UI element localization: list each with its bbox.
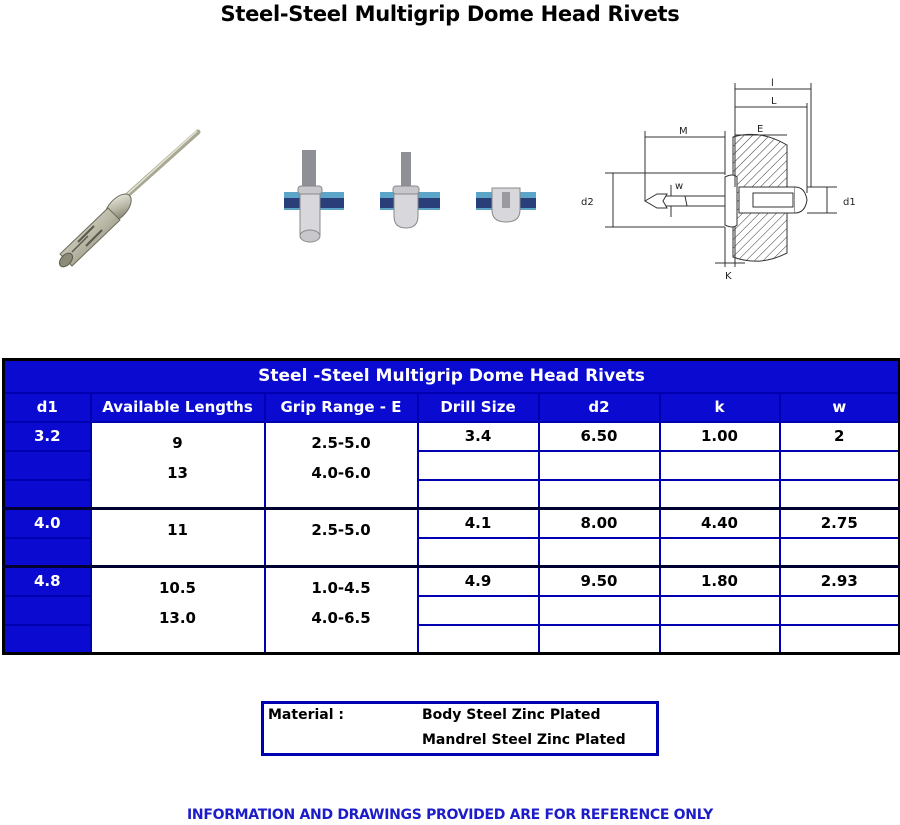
lengths-cell <box>91 567 265 654</box>
empty-cell <box>780 480 900 509</box>
grip-value: 4.0-6.0 <box>311 463 371 482</box>
empty-cell <box>418 538 539 567</box>
length-value: 13 <box>167 463 188 482</box>
installation-stages-figure <box>270 150 550 250</box>
empty-cell <box>539 480 660 509</box>
technical-drawing <box>575 75 865 285</box>
d1-cell <box>4 451 91 480</box>
reference-disclaimer: INFORMATION AND DRAWINGS PROVIDED ARE FOR REFERENCE ONLY <box>187 807 713 823</box>
grip-value: 4.0-6.5 <box>311 609 371 627</box>
k-cell: 1.00 <box>660 422 780 451</box>
empty-cell <box>539 596 660 625</box>
w-cell: 2 <box>780 422 900 451</box>
d2-cell: 8.00 <box>539 509 660 538</box>
grip-cell <box>265 567 418 654</box>
table-row <box>4 422 900 451</box>
grip-value: 1.0-4.5 <box>311 579 371 597</box>
material-body-value: Body Steel Zinc Plated <box>422 707 601 723</box>
rivet-photo <box>50 122 210 272</box>
length-value: 9 <box>172 433 183 452</box>
material-label: Material : <box>268 707 344 723</box>
page-title: Steel-Steel Multigrip Dome Head Rivets <box>220 2 680 26</box>
length-value: 11 <box>167 521 188 539</box>
empty-cell <box>418 451 539 480</box>
material-box <box>261 701 659 756</box>
empty-cell <box>780 538 900 567</box>
length-value: 13.0 <box>158 609 196 627</box>
d2-cell: 6.50 <box>539 422 660 451</box>
stage-2 <box>380 152 440 228</box>
dim-w-label: w <box>675 181 684 192</box>
empty-cell <box>780 451 900 480</box>
d1-cell <box>4 480 91 509</box>
d2-cell: 9.50 <box>539 567 660 596</box>
table-row <box>4 509 900 538</box>
empty-cell <box>418 625 539 654</box>
header-k: k <box>660 393 780 422</box>
stage-1 <box>284 150 344 242</box>
dim-l-label: l <box>771 78 774 89</box>
header-available-lengths: Available Lengths <box>91 393 265 422</box>
material-mandrel-value: Mandrel Steel Zinc Plated <box>422 732 626 748</box>
d1-cell <box>4 538 91 567</box>
header-d2: d2 <box>539 393 660 422</box>
empty-cell <box>418 596 539 625</box>
empty-cell <box>660 625 780 654</box>
header-w: w <box>780 393 900 422</box>
drill-cell: 4.9 <box>418 567 539 596</box>
drill-cell: 3.4 <box>418 422 539 451</box>
d1-cell: 4.0 <box>4 509 91 538</box>
grip-cell <box>265 422 418 509</box>
empty-cell <box>539 538 660 567</box>
lengths-cell <box>91 509 265 567</box>
d1-cell: 4.8 <box>4 567 91 596</box>
drill-cell: 4.1 <box>418 509 539 538</box>
dim-E-label: E <box>757 124 764 135</box>
dim-d2-label: d2 <box>581 197 594 208</box>
grip-cell <box>265 509 418 567</box>
k-cell: 4.40 <box>660 509 780 538</box>
table-caption: Steel -Steel Multigrip Dome Head Rivets <box>4 360 900 393</box>
grip-value: 2.5-5.0 <box>311 521 371 539</box>
empty-cell <box>660 480 780 509</box>
dim-M-label: M <box>679 126 688 137</box>
empty-cell <box>660 451 780 480</box>
table-row <box>4 567 900 596</box>
empty-cell <box>660 538 780 567</box>
empty-cell <box>539 451 660 480</box>
header-drill-size: Drill Size <box>418 393 539 422</box>
empty-cell <box>539 625 660 654</box>
d1-cell <box>4 596 91 625</box>
grip-value: 2.5-5.0 <box>311 433 371 452</box>
empty-cell <box>418 480 539 509</box>
w-cell: 2.75 <box>780 509 900 538</box>
header-d1: d1 <box>4 393 91 422</box>
lengths-cell <box>91 422 265 509</box>
d1-cell: 3.2 <box>4 422 91 451</box>
dim-L-label: L <box>771 96 777 107</box>
w-cell: 2.93 <box>780 567 900 596</box>
k-cell: 1.80 <box>660 567 780 596</box>
empty-cell <box>780 596 900 625</box>
empty-cell <box>660 596 780 625</box>
empty-cell <box>780 625 900 654</box>
dim-d1-label: d1 <box>843 197 856 208</box>
header-grip-range: Grip Range - E <box>265 393 418 422</box>
length-value: 10.5 <box>158 579 196 597</box>
d1-cell <box>4 625 91 654</box>
specifications-table <box>2 358 900 655</box>
dim-K-label: K <box>725 271 732 282</box>
stage-3 <box>476 188 536 222</box>
